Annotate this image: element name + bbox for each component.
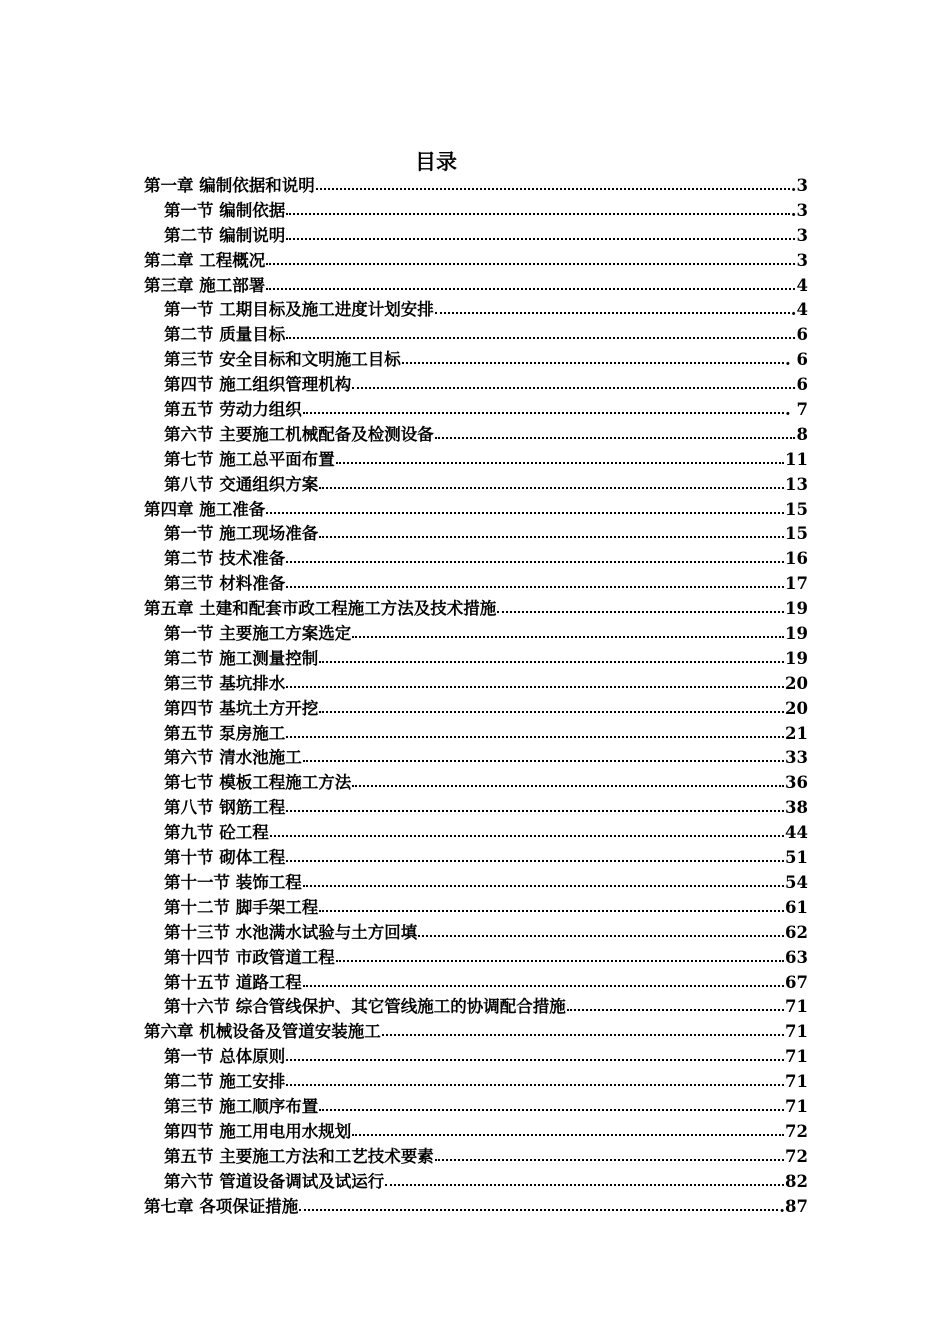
toc-section-entry[interactable]	[144, 1070, 808, 1095]
toc-entry-page-number: 51	[785, 848, 808, 868]
toc-dot-leader	[266, 262, 795, 265]
toc-section-entry[interactable]	[144, 871, 808, 896]
toc-entry-label: 第二节 技术准备	[164, 549, 286, 569]
toc-dot-leader	[319, 710, 784, 713]
toc-dot-leader	[352, 784, 784, 787]
toc-entry-page-number: 71	[785, 997, 808, 1017]
toc-dot-leader	[303, 759, 784, 762]
toc-section-entry[interactable]	[144, 224, 808, 249]
toc-dot-leader	[286, 685, 784, 688]
toc-entry-label: 第二节 施工测量控制	[164, 648, 319, 668]
toc-dot-leader	[319, 1108, 784, 1111]
toc-entry-label: 第十二节 脚手架工程	[164, 897, 319, 917]
toc-section-entry[interactable]	[144, 821, 808, 846]
toc-section-entry[interactable]	[144, 572, 808, 597]
toc-entry-page-number: 19	[785, 624, 808, 644]
toc-dot-leader	[286, 212, 790, 215]
toc-entry-page-number: 33	[785, 748, 808, 768]
toc-entry-label: 第十节 砌体工程	[164, 848, 286, 868]
toc-chapter-entry[interactable]	[144, 174, 808, 199]
toc-entry-page-number: 15	[785, 499, 808, 519]
toc-dot-leader	[303, 884, 784, 887]
toc-dot-leader	[352, 386, 795, 389]
toc-entry-label: 第七章 各项保证措施	[144, 1196, 299, 1216]
toc-entry-label: 第十六节 综合管线保护、其它管线施工的协调配合措施	[164, 997, 566, 1017]
toc-entry-label: 第七节 施工总平面布置	[164, 449, 335, 469]
toc-entry-page-number: . 7	[785, 400, 808, 420]
toc-entry-page-number: 67	[785, 972, 808, 992]
toc-dot-leader	[286, 859, 784, 862]
toc-dot-leader	[286, 809, 784, 812]
toc-entry-label: 第四章 施工准备	[144, 499, 266, 519]
toc-entry-page-number: 36	[785, 773, 808, 793]
toc-entry-label: 第五章 土建和配套市政工程施工方法及技术措施	[144, 599, 497, 619]
toc-dot-leader	[319, 660, 784, 663]
toc-entry-page-number: 17	[785, 574, 808, 594]
toc-entry-label: 第二节 编制说明	[164, 225, 286, 245]
toc-entry-page-number: 21	[785, 723, 808, 743]
toc-entry-page-number: 20	[785, 698, 808, 718]
toc-entry-label: 第十四节 市政管道工程	[164, 947, 335, 967]
toc-entry-label: 第八节 交通组织方案	[164, 474, 319, 494]
toc-section-entry[interactable]	[144, 423, 808, 448]
toc-section-entry[interactable]	[144, 348, 808, 373]
toc-dot-leader	[266, 511, 784, 514]
toc-entry-label: 第一节 主要施工方案选定	[164, 624, 352, 644]
toc-entry-page-number: 71	[785, 1096, 808, 1116]
toc-entry-page-number: 8	[796, 424, 808, 444]
toc-section-entry[interactable]	[144, 921, 808, 946]
toc-entry-page-number: . 6	[785, 350, 808, 370]
toc-dot-leader	[286, 336, 795, 339]
toc-entry-label: 第六节 清水池施工	[164, 748, 302, 768]
toc-entry-page-number: 82	[785, 1171, 808, 1191]
toc-entry-label: 第一节 总体原则	[164, 1047, 286, 1067]
toc-dot-leader	[270, 834, 784, 837]
toc-entry-page-number: 6	[796, 375, 808, 395]
toc-entry-page-number: 71	[785, 1022, 808, 1042]
toc-entry-label: 第五节 劳动力组织	[164, 400, 302, 420]
toc-entry-label: 第十三节 水池满水试验与土方回填	[164, 922, 418, 942]
toc-entry-page-number: 54	[785, 872, 808, 892]
toc-dot-leader	[352, 635, 784, 638]
toc-entry-label: 第三章 施工部署	[144, 275, 266, 295]
toc-chapter-entry[interactable]	[144, 498, 808, 523]
toc-entry-label: 第六章 机械设备及管道安装施工	[144, 1022, 381, 1042]
toc-entry-label: 第六节 主要施工机械配备及检测设备	[164, 424, 434, 444]
toc-dot-leader	[319, 535, 784, 538]
toc-section-entry[interactable]	[144, 522, 808, 547]
toc-entry-label: 第七节 模板工程施工方法	[164, 773, 352, 793]
toc-section-entry[interactable]	[144, 796, 808, 821]
toc-entry-page-number: 38	[785, 798, 808, 818]
toc-dot-leader	[303, 984, 784, 987]
toc-entry-label: 第三节 施工顺序布置	[164, 1096, 319, 1116]
toc-entry-label: 第一节 施工现场准备	[164, 524, 319, 544]
toc-entry-page-number: .3	[790, 176, 808, 195]
toc-section-entry[interactable]	[144, 373, 808, 398]
toc-entry-label: 第四节 基坑土方开挖	[164, 698, 319, 718]
toc-entry-label: 第五节 泵房施工	[164, 723, 286, 743]
toc-entry-label: 第四节 施工组织管理机构	[164, 375, 352, 395]
toc-dot-leader	[286, 1058, 784, 1061]
toc-dot-leader	[567, 1008, 784, 1011]
toc-entry-label: 第六节 管道设备调试及试运行	[164, 1171, 385, 1191]
toc-entry-label: 第二章 工程概况	[144, 250, 266, 270]
toc-chapter-entry[interactable]	[144, 1195, 808, 1220]
toc-title: 目录	[415, 149, 457, 174]
toc-entry-label: 第一章 编制依据和说明	[144, 176, 315, 195]
toc-entry-label: 第二节 施工安排	[164, 1072, 286, 1092]
toc-entry-label: 第五节 主要施工方法和工艺技术要素	[164, 1146, 434, 1166]
toc-dot-leader	[336, 959, 784, 962]
toc-dot-leader	[402, 361, 784, 364]
toc-entry-page-number: 19	[785, 599, 808, 619]
toc-entry-page-number: .3	[790, 200, 808, 220]
toc-dot-leader	[319, 909, 784, 912]
toc-dot-leader	[266, 287, 795, 290]
toc-dot-leader	[418, 934, 784, 937]
toc-entry-page-number: 16	[785, 549, 808, 569]
toc-entry-label: 第三节 安全目标和文明施工目标	[164, 350, 401, 370]
toc-entry-page-number: 63	[785, 947, 808, 967]
toc-dot-leader	[435, 1158, 784, 1161]
toc-section-entry[interactable]	[144, 298, 808, 323]
toc-section-entry[interactable]	[144, 547, 808, 572]
toc-section-entry[interactable]	[144, 995, 808, 1020]
toc-entry-page-number: 11	[785, 449, 808, 469]
toc-section-entry[interactable]	[144, 398, 808, 423]
toc-dot-leader	[286, 585, 784, 588]
toc-section-entry[interactable]	[144, 971, 808, 996]
toc-entry-label: 第十一节 装饰工程	[164, 872, 302, 892]
toc-entry-label: 第四节 施工用电用水规划	[164, 1121, 352, 1141]
toc-entry-label: 第一节 工期目标及施工进度计划安排	[164, 300, 434, 320]
toc-section-entry[interactable]	[144, 622, 808, 647]
toc-section-entry[interactable]	[144, 722, 808, 747]
toc-entry-label: 第三节 基坑排水	[164, 673, 286, 693]
toc-section-entry[interactable]	[144, 1120, 808, 1145]
toc-chapter-entry[interactable]	[144, 597, 808, 622]
toc-entry-page-number: 15	[785, 524, 808, 544]
toc-entry-page-number: .87	[779, 1196, 808, 1216]
toc-entry-label: 第一节 编制依据	[164, 200, 286, 220]
toc-section-entry[interactable]	[144, 846, 808, 871]
toc-dot-leader	[319, 486, 784, 489]
toc-section-entry[interactable]	[144, 323, 808, 348]
toc-entry-page-number: 72	[785, 1121, 808, 1141]
toc-entry-page-number: 62	[785, 922, 808, 942]
toc-dot-leader	[382, 1033, 784, 1036]
toc-chapter-entry[interactable]	[144, 249, 808, 274]
toc-dot-leader	[352, 1133, 784, 1136]
toc-entry-page-number: 71	[785, 1047, 808, 1067]
toc-dot-leader	[286, 735, 784, 738]
toc-entry-page-number: 72	[785, 1146, 808, 1166]
toc-section-entry[interactable]	[144, 1170, 808, 1195]
toc-entry-page-number: 3	[796, 225, 808, 245]
toc-entry-page-number: 3	[796, 250, 808, 270]
toc-dot-leader	[336, 461, 784, 464]
toc-section-entry[interactable]	[144, 1145, 808, 1170]
toc-section-entry[interactable]	[144, 1045, 808, 1070]
toc-entry-page-number: 19	[785, 648, 808, 668]
toc-chapter-entry[interactable]	[144, 274, 808, 299]
toc-section-entry[interactable]	[144, 771, 808, 796]
toc-entry-label: 第八节 钢筋工程	[164, 798, 286, 818]
toc-section-entry[interactable]	[144, 199, 808, 224]
toc-section-entry[interactable]	[144, 946, 808, 971]
toc-section-entry[interactable]	[144, 896, 808, 921]
toc-entry-label: 第二节 质量目标	[164, 325, 286, 345]
toc-section-entry[interactable]	[144, 1095, 808, 1120]
toc-section-entry[interactable]	[144, 672, 808, 697]
toc-section-entry[interactable]	[144, 647, 808, 672]
toc-dot-leader	[303, 411, 784, 414]
toc-dot-leader	[286, 237, 795, 240]
toc-entry-page-number: 71	[785, 1072, 808, 1092]
toc-dot-leader	[435, 436, 795, 439]
toc-dot-leader	[316, 187, 790, 190]
toc-section-entry[interactable]	[144, 697, 808, 722]
toc-chapter-entry[interactable]	[144, 1020, 808, 1045]
toc-entry-page-number: 13	[785, 474, 808, 494]
toc-dot-leader	[385, 1183, 784, 1186]
toc-entry-label: 第三节 材料准备	[164, 574, 286, 594]
toc-dot-leader	[497, 610, 784, 613]
toc-entry-page-number: 4	[796, 275, 808, 295]
toc-section-entry[interactable]	[144, 746, 808, 771]
toc-entry-page-number: .4	[790, 300, 808, 320]
toc-section-entry[interactable]	[144, 448, 808, 473]
toc-entry-label: 第九节 砼工程	[164, 823, 269, 843]
toc-dot-leader	[435, 311, 790, 314]
toc-entry-page-number: 6	[796, 325, 808, 345]
toc-entry-page-number: 20	[785, 673, 808, 693]
toc-dot-leader	[286, 1083, 784, 1086]
toc-entry-page-number: 61	[785, 897, 808, 917]
toc-dot-leader	[299, 1208, 778, 1211]
table-of-contents	[144, 174, 808, 1219]
toc-section-entry[interactable]	[144, 473, 808, 498]
toc-entry-label: 第十五节 道路工程	[164, 972, 302, 992]
toc-dot-leader	[286, 560, 784, 563]
toc-entry-page-number: 44	[785, 823, 808, 843]
